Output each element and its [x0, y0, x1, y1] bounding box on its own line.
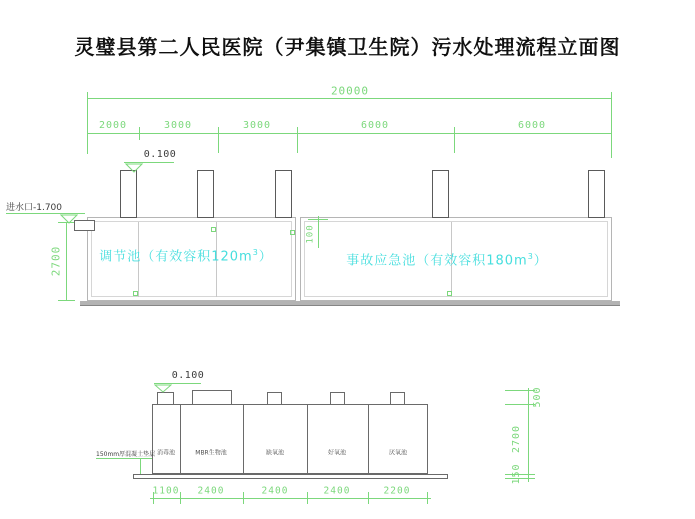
depth-dimension-label: 2700: [49, 245, 63, 277]
riser-column: [275, 170, 292, 218]
dimension-tick: [243, 492, 244, 504]
level-label: 0.100: [143, 149, 177, 160]
concrete-note: 150mm厚混凝土垫层: [96, 451, 156, 458]
depth-dimension-line: [66, 222, 67, 300]
riser-column: [588, 170, 605, 218]
width-dimension-label: 2400: [323, 485, 351, 497]
dimension-tick: [505, 404, 535, 405]
inlet-label: 进水口-1.700: [6, 203, 63, 213]
overall-dimension-line: [87, 98, 612, 99]
riser-column: [197, 170, 214, 218]
segment-dimension-line: [87, 133, 612, 134]
chamber-partition: [307, 404, 308, 474]
dimension-tick: [218, 127, 219, 153]
level-marker-triangle-icon: [154, 384, 172, 393]
note-leader-line: [96, 458, 153, 459]
width-dimension-label: 2400: [197, 485, 225, 497]
roof-stub: [390, 392, 405, 405]
dimension-tick: [427, 492, 428, 504]
treatment-unit-body: [152, 404, 428, 474]
roof-stub: [192, 390, 232, 405]
dimension-tick: [307, 492, 308, 504]
chamber-label: 消毒池: [156, 449, 176, 457]
note-leader-line: [140, 458, 141, 474]
overall-dimension-label: 20000: [330, 84, 370, 98]
extension-line-left: [87, 92, 88, 154]
height-dimension-label: 2700: [511, 424, 522, 454]
dimension-tick: [368, 492, 369, 504]
chamber-label: 厌氧池: [388, 449, 408, 457]
tank-label-text: 调节池（有效容积120m: [99, 249, 253, 265]
extension-line-right: [611, 92, 612, 158]
dimension-tick: [180, 492, 181, 504]
width-dimension-line: [150, 498, 431, 499]
segment-dimension-label: 3000: [242, 120, 272, 131]
inlet-pipe: [74, 220, 95, 231]
chamber-label: 好氧池: [327, 449, 347, 457]
concrete-bedding-slab: [133, 474, 448, 479]
height-dimension-label: 500: [532, 386, 543, 408]
roof-stub: [157, 392, 174, 405]
level-label: 0.100: [171, 370, 205, 381]
dimension-tick: [297, 127, 298, 153]
dimension-tick: [58, 300, 75, 301]
riser-column: [120, 170, 137, 218]
tank-label-text: ）: [533, 253, 548, 269]
regulating-tank-label: [99, 246, 273, 265]
dimension-tick: [454, 127, 455, 153]
segment-dimension-label: 6000: [360, 120, 390, 131]
chamber-partition: [368, 404, 369, 474]
segment-dimension-label: 6000: [517, 120, 547, 131]
level-marker-triangle-icon: [125, 163, 143, 173]
tank-label-sup: 3: [252, 248, 259, 258]
width-dimension-label: 2200: [383, 485, 411, 497]
chamber-label: MBR生物池: [195, 449, 227, 457]
fitting-marker: [290, 230, 295, 235]
fitting-marker: [447, 291, 452, 296]
dimension-tick: [139, 127, 140, 140]
fitting-marker: [211, 227, 216, 232]
riser-column: [432, 170, 449, 218]
chamber-partition: [243, 404, 244, 474]
dimension-tick: [505, 390, 535, 391]
fitting-marker: [133, 291, 138, 296]
freeboard-dimension-line: [318, 216, 319, 248]
height-dimension-label: 150: [511, 463, 522, 485]
emergency-tank-label: [346, 250, 548, 269]
segment-dimension-label: 3000: [163, 120, 193, 131]
width-dimension-label: 1100: [152, 485, 180, 497]
chamber-partition: [180, 404, 181, 474]
drawing-title: 灵璧县第二人民医院（尹集镇卫生院）污水处理流程立面图: [74, 35, 621, 59]
base-slab: [80, 301, 620, 306]
segment-dimension-label: 2000: [98, 120, 128, 131]
height-dimension-line: [528, 388, 529, 482]
tank-label-text: ）: [258, 249, 273, 265]
chamber-label: 缺氧池: [265, 449, 285, 457]
roof-stub: [330, 392, 345, 405]
tank-label-sup: 3: [527, 252, 534, 262]
freeboard-dimension-label: 100: [305, 224, 316, 244]
roof-stub: [267, 392, 282, 405]
width-dimension-label: 2400: [261, 485, 289, 497]
tank-label-text: 事故应急池（有效容积180m: [346, 253, 528, 269]
